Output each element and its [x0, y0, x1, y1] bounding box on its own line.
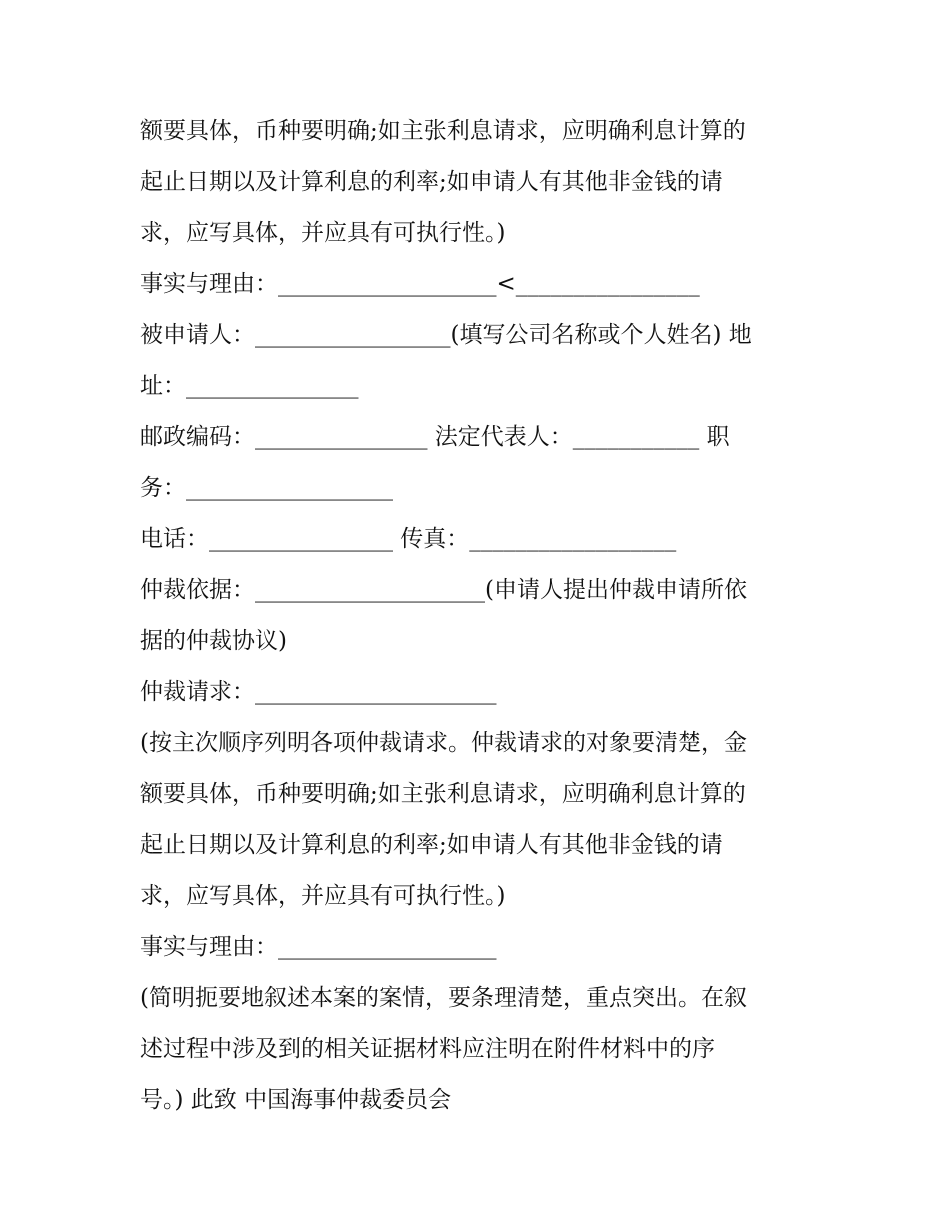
text-line-2: 起止日期以及计算利息的利率;如申请人有其他非金钱的请 — [140, 169, 723, 195]
text-line-3: 求，应写具体，并应具有可执行性。) — [140, 220, 506, 246]
facts-and-reasons-field-2: 事实与理由：___________________ — [140, 934, 497, 960]
document-body — [140, 106, 820, 1126]
position-field: 务：__________________ — [140, 475, 393, 501]
phone-fax-field: 电话：________________ 传真：__________________ — [140, 526, 677, 552]
postal-code-legal-rep-field: 邮政编码：_______________ 法定代表人：___________ 职 — [140, 424, 730, 450]
facts-and-reasons-field-1: 事实与理由：___________________<________________ — [140, 271, 700, 297]
text-line-15: 起止日期以及计算利息的利率;如申请人有其他非金钱的请 — [140, 832, 723, 858]
arbitration-claims-field: 仲裁请求：_____________________ — [140, 679, 497, 705]
text-line-11: 据的仲裁协议) — [140, 628, 287, 654]
text-line-1: 额要具体，币种要明确;如主张利息请求，应明确利息计算的 — [140, 118, 746, 144]
text-line-14: 额要具体，币种要明确;如主张利息请求，应明确利息计算的 — [140, 781, 746, 807]
closing-line: 号。) 此致 中国海事仲裁委员会 — [140, 1087, 452, 1113]
text-line-18: (简明扼要地叙述本案的案情，要条理清楚，重点突出。在叙 — [140, 985, 747, 1011]
address-field: 址：_______________ — [140, 373, 359, 399]
respondent-field: 被申请人：_________________(填写公司名称或个人姓名) 地 — [140, 322, 752, 348]
text-line-16: 求，应写具体，并应具有可执行性。) — [140, 883, 506, 909]
arbitration-basis-field: 仲裁依据：____________________(申请人提出仲裁申请所依 — [140, 577, 747, 603]
text-line-19: 述过程中涉及到的相关证据材料应注明在附件材料中的序 — [140, 1036, 715, 1062]
text-line-13: (按主次顺序列明各项仲裁请求。仲裁请求的对象要清楚，金 — [140, 730, 747, 756]
